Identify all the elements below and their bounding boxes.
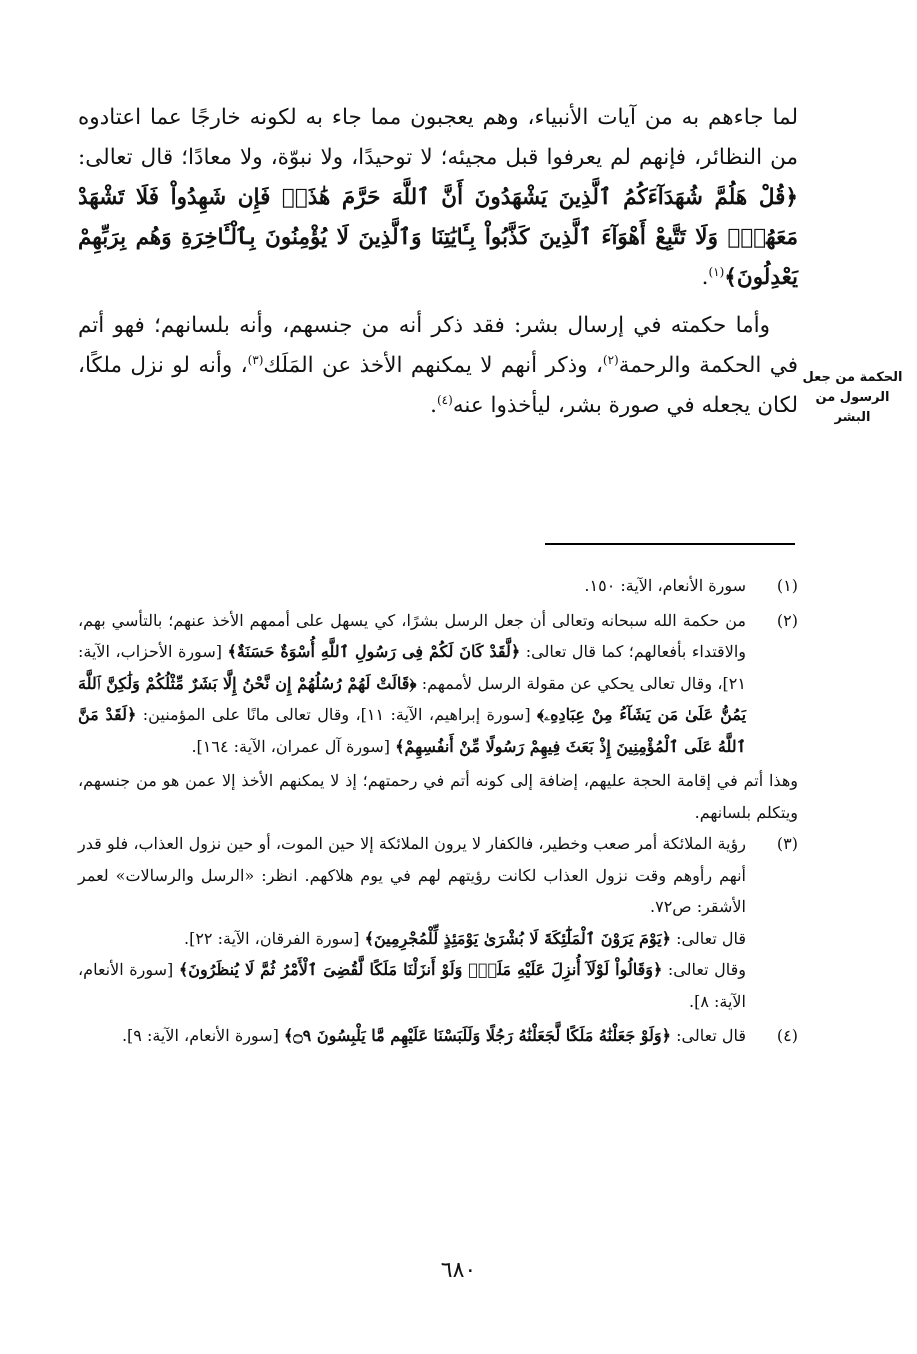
footnote-line [78,954,746,1017]
footnote-3 [78,828,798,1017]
paragraph-1 [78,98,798,298]
paragraph-1-text: لما جاءهم به من آيات الأنبياء، وهم يعجبون مما جاء به لكونه خارجًا عما اعتادوه من النظائر، فإنهم لم يعرفوا قبل مجيئه؛ لا توحيدًا، ولا نبوّة، ولا معادًا؛ قال تعالى: [78,105,798,170]
footnote-ref-2: (٢) [602,352,619,367]
quran-quote: ﴿لَقَدْ مَنَّ ٱللَّهُ عَلَى ٱلْمُؤْمِنِينَ إِذْ بَعَثَ فِيهِمْ رَسُولًا مِّنْ أَنفُسِهِمْ﴾ [78,705,746,756]
quran-verse: قُلْ هَلُمَّ شُهَدَآءَكُمُ ٱلَّذِينَ يَشْهَدُونَ أَنَّ ٱللَّهَ حَرَّمَ هَٰذَاۖ فَإِن شَهِدُواْ فَلَا تَشْهَدْ مَعَهُمْۚ وَلَا تَتَّبِعْ أَهْوَآءَ ٱلَّذِينَ كَذَّبُواْ بِـَٔايَٰتِنَا وَٱلَّذِينَ لَا يُؤْمِنُونَ بِٱلْـَٔاخِرَةِ وَهُم بِرَبِّهِمْ يَعْدِلُونَ [78,185,798,290]
footnote-text: [سورة الأنعام، الآية: ٩]. [121,1026,284,1045]
footnote-ref-1: (١) [708,264,725,279]
quran-quote: ﴿قَالَتْ لَهُمْ رُسُلُهُمْ إِن نَّحْنُ إِلَّا بَشَرٌ مِّثْلُكُمْ وَلَٰكِنَّ ٱللَّهَ يَمُنُّ عَلَىٰ مَن يَشَآءُ مِنْ عِبَادِهِۦ﴾ [78,673,747,724]
quran-quote: ﴿وَقَالُواْ لَوْلَآ أُنزِلَ عَلَيْهِ مَلَكٌۖ وَلَوْ أَنزَلْنَا مَلَكًا لَّقُضِىَ ٱلْأَمْرُ ثُمَّ لَا يُنظَرُونَ﴾ [178,960,663,979]
quran-close-bracket: ﴾ [724,265,737,290]
footnote-line [78,923,746,955]
footnote-text: قال تعالى: [671,1026,746,1045]
footnote-number: (٣) [776,834,798,853]
quran-quote: ﴿وَلَوْ جَعَلْنَٰهُ مَلَكًا لَّجَعَلْنَٰهُ رَجُلًا وَلَلَبَسْنَا عَلَيْهِم مَّا يَلْبِسُونَ ۝٩﴾ [283,1026,672,1045]
footnote-text: [سورة الأحزاب، الآية: ٢١]، وقال تعالى يحكي عن مقولة الرسل لأممهم: [78,642,746,693]
quran-quote: ﴿لَّقَدْ كَانَ لَكُمْ فِى رَسُولِ ٱللَّهِ أُسْوَةٌ حَسَنَةٌ﴾ [227,642,521,661]
paragraph-2-text-3: ، وأنه لو نزل ملكًا، لكان يجعله في صورة بشر، ليأخذوا عنه [78,353,798,418]
paragraph-2-end: . [430,393,437,418]
footnote-text: من حكمة الله سبحانه وتعالى أن جعل الرسل بشرًا، كي يسهل على أممهم الأخذ عنهم؛ بالتأسي بهم، والاقتداء بأفعالهم؛ كما قال تعالى: [78,610,747,661]
footnote-ref-3: (٣) [247,352,264,367]
footnote-text: [سورة إبراهيم، الآية: ١١]، وقال تعالى مانًا على المؤمنين: [136,705,537,724]
margin-note: الحكمة من جعل الرسول من البشر [802,370,903,425]
footnote-body [78,1020,746,1052]
footnotes [78,570,798,1055]
footnote-text: سورة الأنعام، الآية: ١٥٠. [584,576,746,595]
footnote-1 [78,570,798,602]
footnote-2-continuation: وهذا أتم في إقامة الحجة عليهم، إضافة إلى كونه أتم في رحمتهم؛ إذ لا يمكنهم الأخذ إلا عمن هو من جنسهم، ويتكلم بلسانهم. [78,771,798,822]
footnote-text: [سورة الأنعام، الآية: ٨]. [78,960,746,1011]
paragraph-2-text-2: ، وذكر أنهم لا يمكنهم الأخذ عن المَلَك [263,353,603,378]
quran-open-bracket: ﴿ [785,185,798,210]
footnote-number: (٤) [776,1026,798,1045]
footnote-separator [545,543,795,545]
footnote-text: [سورة الفرقان، الآية: ٢٢]. [184,928,365,948]
footnote-body [78,570,746,602]
main-text [78,98,798,434]
footnote-body [78,828,746,1017]
quran-quote: ﴿يَوْمَ يَرَوْنَ ٱلْمَلَٰٓئِكَةَ لَا بُشْرَىٰ يَوْمَئِذٍ لِّلْمُجْرِمِينَ﴾ [364,928,672,948]
paragraph-2-text-1: وأما حكمته في إرسال بشر: فقد ذكر أنه من جنسهم، وأنه بلسانهم؛ فهو أتم في الحكمة والرحمة [78,313,799,378]
footnote-text: رؤية الملائكة أمر صعب وخطير، فالكفار لا يرون الملائكة إلا حين الموت، أو حين نزول العذاب، فلو قدر أنهم رأوهم وقت نزول العذاب لكانت رؤيتهم لهم في يوم هلاكهم. انظر: «الرسل والرسالات» لعمر الأشقر: ص٧٢. [78,834,746,916]
footnote-4 [78,1020,798,1052]
footnote-text: وقال تعالى: [662,960,746,979]
footnote-2 [78,605,798,763]
footnote-number: (١) [776,576,798,595]
footnote-number: (٢) [776,610,798,630]
footnote-ref-4: (٤) [436,392,453,407]
page-number: ٦٨٠ [440,1258,477,1283]
footnote-text: قال تعالى: [671,928,746,948]
footnote-text: [سورة آل عمران، الآية: ١٦٤]. [191,736,396,756]
footnote-body [78,605,746,763]
paragraph-1-end: . [701,265,709,290]
paragraph-2 [78,306,798,426]
